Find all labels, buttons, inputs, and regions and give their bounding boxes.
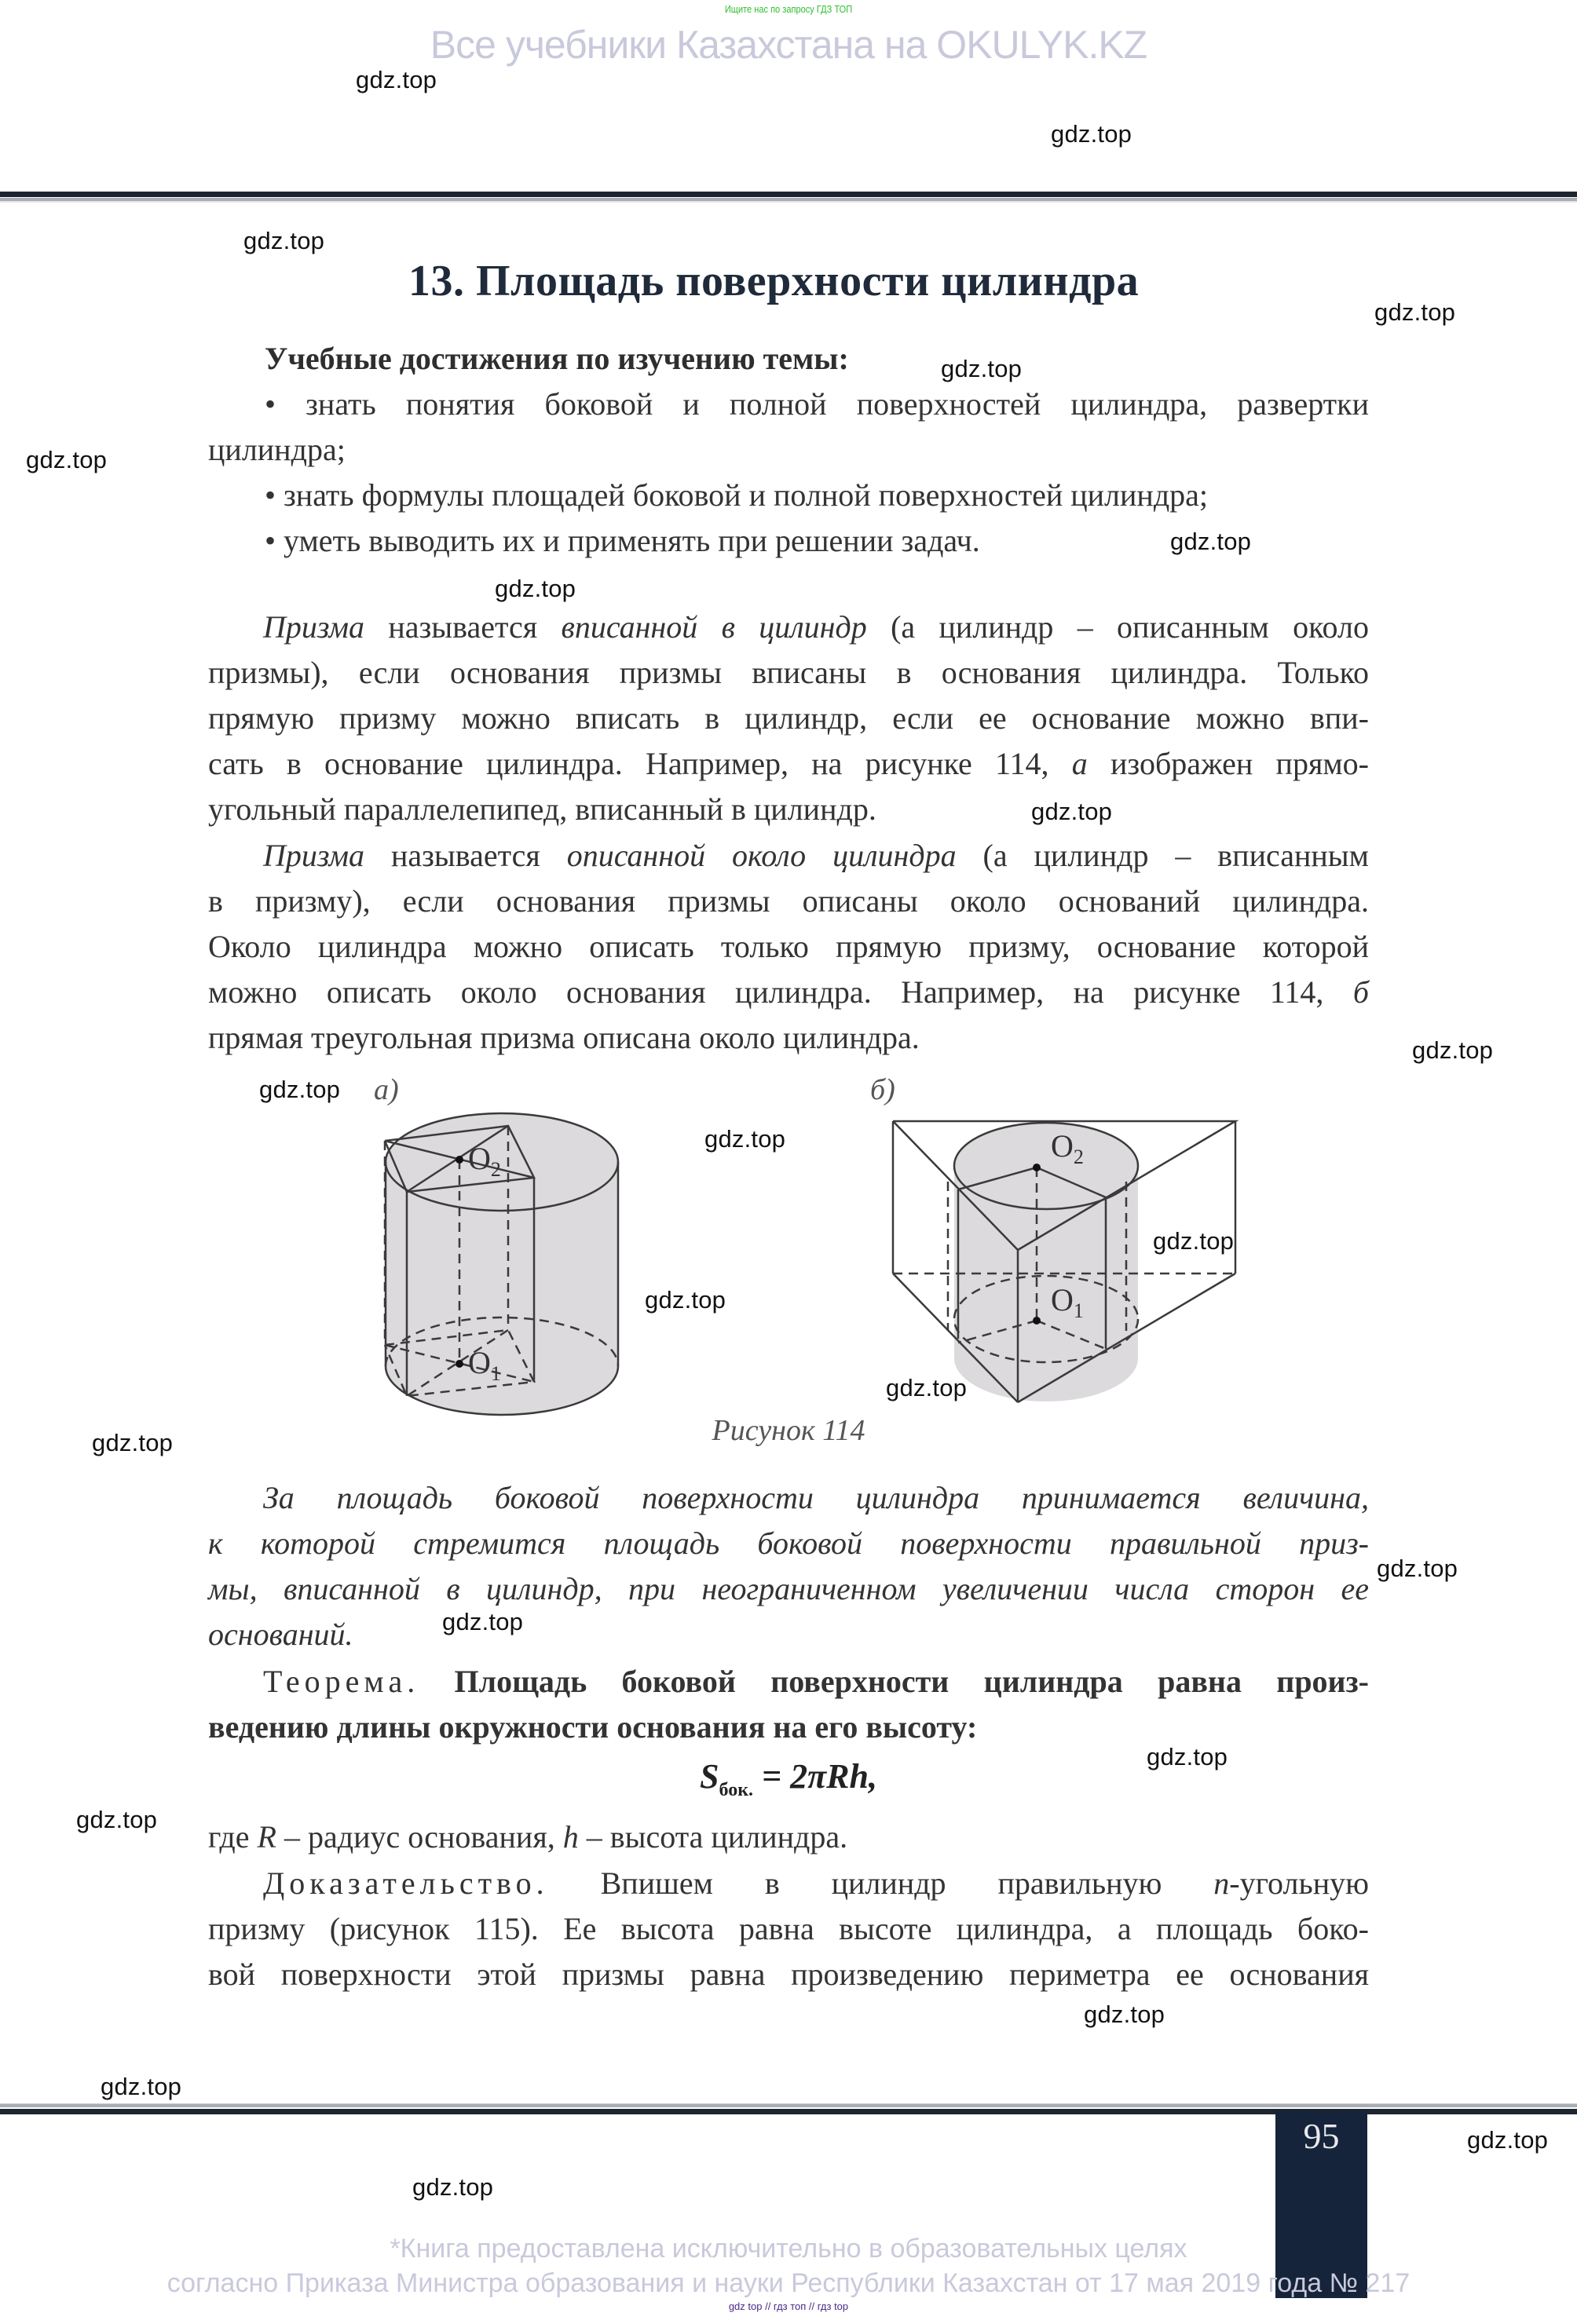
watermark: gdz.top: [442, 1608, 524, 1635]
paragraph-line: Около цилиндра можно описать только прямую призму, основание которой: [208, 929, 1369, 964]
text: (а цилиндр – описанным около: [866, 609, 1369, 645]
watermark: gdz.top: [704, 1125, 786, 1153]
watermark: gdz.top: [412, 2173, 494, 2201]
goal-item: • уметь выводить их и применять при решении задач.: [265, 523, 980, 558]
watermark: gdz.top: [76, 1806, 158, 1833]
definition-line: мы, вписанной в цилиндр, при неограниченном увеличении числа сторон ее: [208, 1571, 1369, 1606]
watermark: gdz.top: [243, 227, 325, 254]
text: называется: [364, 838, 567, 873]
watermark: gdz.top: [356, 66, 437, 93]
search-note: Ищите нас по запросу ГДЗ ТОП: [724, 3, 853, 15]
text: 2: [1073, 1146, 1084, 1168]
legend-line: [208, 1814, 1369, 1860]
watermark: gdz.top: [259, 1076, 341, 1103]
figure-ref: б: [1352, 974, 1369, 1010]
proof-line: [208, 1861, 1369, 1906]
watermark: gdz.top: [1377, 1555, 1458, 1582]
text: бок.: [719, 1779, 754, 1800]
theorem-label: Теорема.: [263, 1664, 420, 1699]
text: Впишем в цилиндр правильную: [548, 1865, 1214, 1901]
watermark: gdz.top: [101, 2073, 182, 2100]
paragraph-line: прямую призму можно вписать в цилиндр, если ее основание можно впи-: [208, 700, 1369, 736]
proof-label: Доказательство.: [263, 1865, 549, 1901]
watermark: gdz.top: [1374, 298, 1456, 326]
paragraph-line: прямая треугольная призма описана около цилиндра.: [208, 1020, 920, 1055]
text: Площадь боковой поверхности цилиндра равна произ-: [419, 1664, 1369, 1699]
text: = 2πRh,: [753, 1757, 877, 1796]
term: Призма: [263, 838, 365, 873]
figure-ref: а: [1071, 746, 1088, 781]
watermark: gdz.top: [1170, 528, 1252, 555]
section-title: 13. Площадь поверхности цилиндра: [408, 257, 1140, 305]
figure-label-b: б): [870, 1073, 895, 1106]
watermark: gdz.top: [1153, 1227, 1235, 1255]
theorem-line: [208, 1659, 1369, 1705]
paragraph-line: угольный параллелепипед, вписанный в цилиндр.: [208, 791, 876, 827]
definition-paragraph: [208, 1475, 1369, 1657]
watermark: gdz.top: [645, 1286, 726, 1314]
paragraph-line: в призму), если основания призмы описаны около оснований цилиндра.: [208, 883, 1369, 919]
text: сать в основание цилиндра. Например, на рисунке 114,: [208, 746, 1072, 781]
goal-item: • знать формулы площадей боковой и полной поверхностей цилиндра;: [265, 477, 1209, 513]
watermark: gdz.top: [1412, 1036, 1494, 1064]
watermark: gdz.top: [1051, 120, 1132, 148]
watermark: gdz.top: [941, 355, 1023, 382]
text: O: [468, 1345, 491, 1380]
formula-legend: [208, 1814, 1369, 1860]
definition-line: к которой стремится площадь боковой поверхности правильной приз-: [208, 1526, 1369, 1561]
proof-line: призму (рисунок 115). Ее высота равна высоте цилиндра, а площадь боко-: [208, 1911, 1369, 1946]
watermark: gdz.top: [1084, 2001, 1165, 2028]
text: O: [468, 1141, 491, 1176]
watermark: gdz.top: [886, 1374, 968, 1401]
paragraph-line: призмы), если основания призмы вписаны в основания цилиндра. Только: [208, 655, 1369, 690]
text: можно описать около основания цилиндра. Например, на рисунке 114,: [208, 974, 1353, 1010]
var-n: n: [1213, 1865, 1230, 1901]
figure-caption: Рисунок 114: [712, 1414, 865, 1447]
definition-line: оснований.: [208, 1617, 353, 1652]
goal-item: • знать понятия боковой и полной поверхностей цилиндра, развертки: [265, 386, 1369, 422]
label-o2-b: [1051, 1127, 1084, 1169]
watermark: gdz.top: [1147, 1743, 1228, 1770]
text: где: [208, 1819, 258, 1854]
footer-note-line1: *Книга предоставлена исключительно в образовательных целях: [390, 2234, 1187, 2264]
text: O: [1051, 1282, 1074, 1317]
label-o1-b: [1051, 1281, 1084, 1323]
footer-note-line2: согласно Приказа Министра образования и науки Республики Казахстан от 17 мая 2019 года № 217: [166, 2268, 1411, 2298]
text: – высота цилиндра.: [578, 1819, 848, 1854]
text: – радиус основания,: [276, 1819, 563, 1854]
text: (а цилиндр – вписанным: [956, 838, 1369, 873]
text: O: [1051, 1128, 1074, 1164]
footer-links: gdz top // гдз топ // гдз top: [728, 2300, 849, 2312]
text: -угольную: [1229, 1865, 1369, 1901]
text: называется: [364, 609, 562, 645]
watermark: gdz.top: [1467, 2126, 1549, 2154]
goals-heading: Учебные достижения по изучению темы:: [265, 341, 849, 376]
var-h: h: [562, 1819, 579, 1854]
term: Призма: [263, 609, 365, 645]
site-banner: Все учебники Казахстана на OKULYK.KZ: [430, 23, 1147, 67]
watermark: gdz.top: [26, 446, 108, 473]
proof: [208, 1861, 1369, 1997]
goal-item: цилиндра;: [208, 432, 346, 467]
proof-line: вой поверхности этой призмы равна произведению периметра ее основания: [208, 1957, 1369, 1992]
text: 1: [1073, 1299, 1084, 1322]
text: изображен прямо-: [1087, 746, 1369, 781]
var-r: R: [257, 1819, 276, 1854]
figure-label-a: а): [374, 1073, 399, 1106]
watermark: gdz.top: [1031, 798, 1113, 825]
page-number: 95: [1303, 2116, 1340, 2156]
watermark: gdz.top: [92, 1429, 174, 1456]
definition-line: За площадь боковой поверхности цилиндра принимается величина,: [263, 1480, 1369, 1515]
text: S: [700, 1757, 719, 1796]
watermark: gdz.top: [495, 575, 576, 602]
formula-lateral-area: [0, 1756, 1577, 1801]
text: 1: [490, 1362, 501, 1385]
text: 2: [490, 1158, 501, 1181]
definition-term: описанной около цилиндра: [566, 838, 957, 873]
theorem: [208, 1659, 1369, 1750]
theorem-line: ведению длины окружности основания на его высоту:: [208, 1709, 978, 1745]
definition-term: вписанной в цилиндр: [561, 609, 867, 645]
